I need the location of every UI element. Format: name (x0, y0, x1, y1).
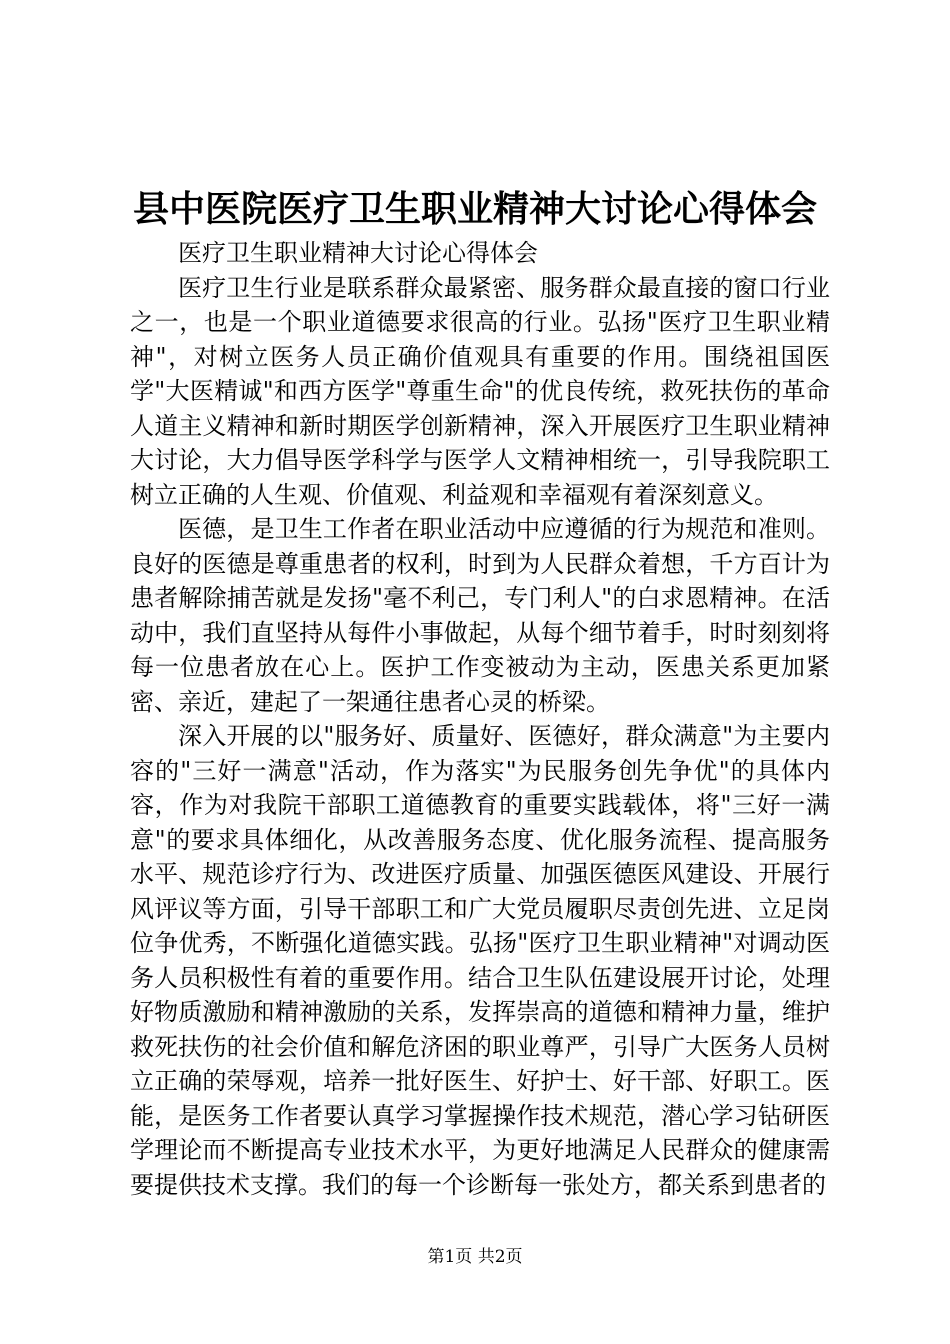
document-title: 县中医院医疗卫生职业精神大讨论心得体会 (132, 188, 817, 230)
paragraph: 医德，是卫生工作者在职业活动中应遵循的行为规范和准则。良好的医德是尊重患者的权利，时到为人民群众着想，千方百计为患者解除捕苦就是发扬"毫不利己，专门利人"的白求恩精神。在活动中，我们直坚持从每件小事做起，从每个细节着手，时时刻刻将每一位患者放在心上。医护工作变被动为主动，医患关系更加紧密、亲近，建起了一架通往患者心灵的桥梁。 (130, 515, 830, 716)
document-body (130, 236, 830, 1202)
document-subtitle: 医疗卫生职业精神大讨论心得体会 (178, 239, 538, 267)
paragraph: 医疗卫生行业是联系群众最紧密、服务群众最直接的窗口行业之一，也是一个职业道德要求很高的行业。弘扬"医疗卫生职业精神"，对树立医务人员正确价值观具有重要的作用。围绕祖国医学"大医精诚"和西方医学"尊重生命"的优良传统，救死扶伤的革命人道主义精神和新时期医学创新精神，深入开展医疗卫生职业精神大讨论，大力倡导医学科学与医学人文精神相统一，引导我院职工树立正确的人生观、价值观、利益观和幸福观有着深刻意义。 (130, 273, 830, 509)
page-footer: 第1页 共2页 (427, 1247, 523, 1267)
paragraph: 深入开展的以"服务好、质量好、医德好，群众满意"为主要内容的"三好一满意"活动，作为落实"为民服务创先争优"的具体内容，作为对我院干部职工道德教育的重要实践载体，将"三好一满意"的要求具体细化，从改善服务态度、优化服务流程、提高服务水平、规范诊疗行为、改进医疗质量、加强医德医风建设、开展行风评议等方面，引导干部职工和广大党员履职尽责创先进、立足岗位争优秀，不断强化道德实践。弘扬"医疗卫生职业精神"对调动医务人员积极性有着的重要作用。结合卫生队伍建设展开讨论，处理好物质激励和精神激励的关系，发挥崇高的道德和精神力量，维护救死扶伤的社会价值和解危济困的职业尊严，引导广大医务人员树立正确的荣辱观，培养一批好医生、好护士、好干部、好职工。医能，是医务工作者要认真学习掌握操作技术规范，潜心学习钻研医学理论而不断提高专业技术水平，为更好地满足人民群众的健康需要提供技术支撑。我们的每一个诊断每一张处方，都关系到患者的 (130, 722, 830, 1199)
